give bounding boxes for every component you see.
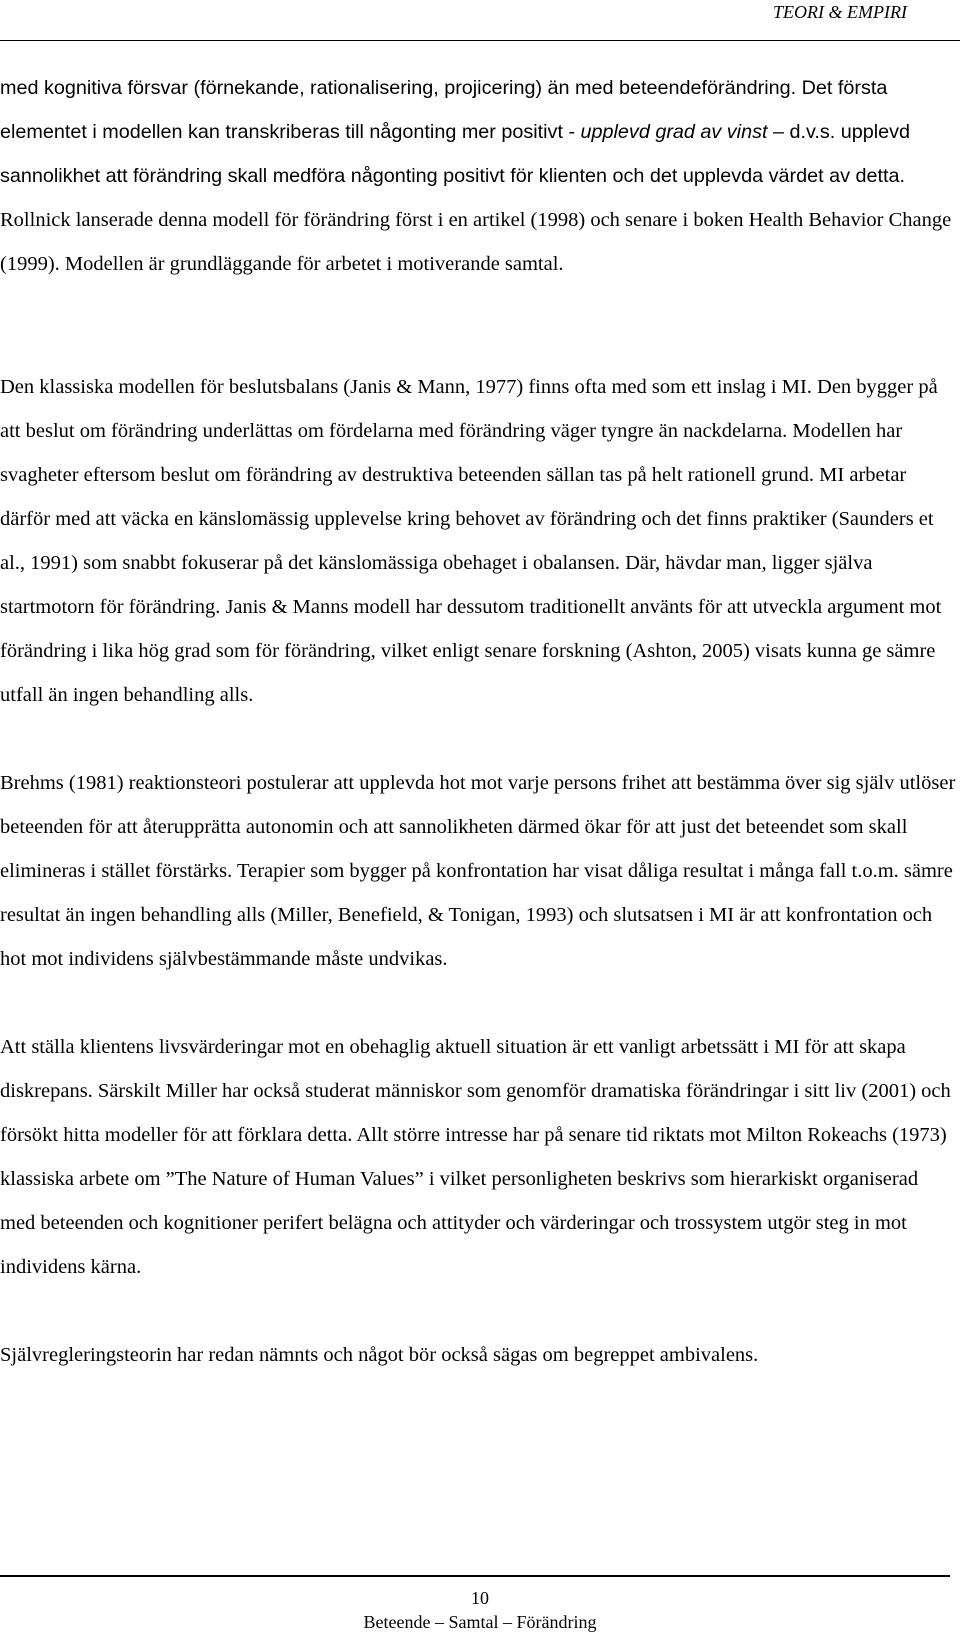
page-header: [0, 0, 960, 44]
paragraph-1-sans-b: – d.v.s. upplevd sannolikhet att förändring skall medföra någonting positivt för klienten och det upplevda värdet av detta.: [0, 121, 911, 187]
footer-rule: [0, 1575, 950, 1577]
page-footer: [0, 1586, 960, 1634]
header-rule: [0, 40, 960, 41]
paragraph-1-sans-a: med kognitiva försvar (förnekande, rationalisering, projicering) än med beteendeförändring. Det första elementet i modellen kan transkriberas till någonting mer positivt -: [0, 77, 888, 143]
paragraph-gap: [0, 286, 958, 365]
paragraph-5: Självregleringsteorin har redan nämnts och något bör också sägas om begreppet ambivalens.: [0, 1344, 759, 1366]
paragraph-2: Den klassiska modellen för beslutsbalans (Janis & Mann, 1977) finns ofta med som ett inslag i MI. Den bygger på att beslut om förändring underlättas om fördelarna med förändring väger tyngre än nackdelarna. Modellen har svagheter eftersom beslut om förändring av destruktiva beteenden sällan tas på helt rationell grund. MI arbetar därför med att väcka en känslomässig upplevelse kring behovet av förändring och det finns praktiker (Saunders et al., 1991) som snabbt fokuserar på det känslomässiga obehaget i obalansen. Där, hävdar man, ligger själva startmotorn för förändring. Janis & Manns modell har dessutom traditionellt använts för att utveckla argument mot förändring i lika hög grad som för förändring, vilket enligt senare forskning (Ashton, 2005) visats kunna ge sämre utfall än ingen behandling alls.: [0, 376, 942, 706]
paragraph-1-serif: Rollnick lanserade denna modell för förändring först i en artikel (1998) och senare i boken Health Behavior Change (1999). Modellen är grundläggande för arbetet i motiverande samtal.: [0, 209, 952, 275]
paragraph-4: Att ställa klientens livsvärderingar mot en obehaglig aktuell situation är ett vanligt arbetssätt i MI för att skapa diskrepans. Särskilt Miller har också studerat människor som genomför dramatiska förändringar i sitt liv (2001) och försökt hitta modeller för att förklara detta. Allt större intresse har på senare tid riktats mot Milton Rokeachs (1973) klassiska arbete om ”The Nature of Human Values” i vilket personligheten beskrivs som hierarkiskt organiserad med beteenden och kognitioner perifert belägna och attityder och värderingar och trossystem utgör steg in mot individens kärna.: [0, 1036, 951, 1278]
page-number: 10: [471, 1588, 489, 1608]
running-footer-title: Beteende – Samtal – Förändring: [363, 1612, 597, 1632]
paragraph-1: [0, 66, 958, 286]
paragraph-1-italic: upplevd grad av vinst: [580, 121, 768, 143]
body-text: [0, 66, 958, 1421]
paragraph-3: Brehms (1981) reaktionsteori postulerar att upplevda hot mot varje persons frihet att bestämma över sig själv utlöser beteenden för att återupprätta autonomin och att sannolikheten därmed ökar för att just det beteendet som skall elimineras i stället förstärks. Terapier som bygger på konfrontation har visat dåliga resultat i många fall t.o.m. sämre resultat än ingen behandling alls (Miller, Benefield, & Tonigan, 1993) och slutsatsen i MI är att konfrontation och hot mot individens självbestämmande måste undvikas.: [0, 772, 956, 970]
running-header-title: TEORI & EMPIRI: [773, 2, 907, 22]
